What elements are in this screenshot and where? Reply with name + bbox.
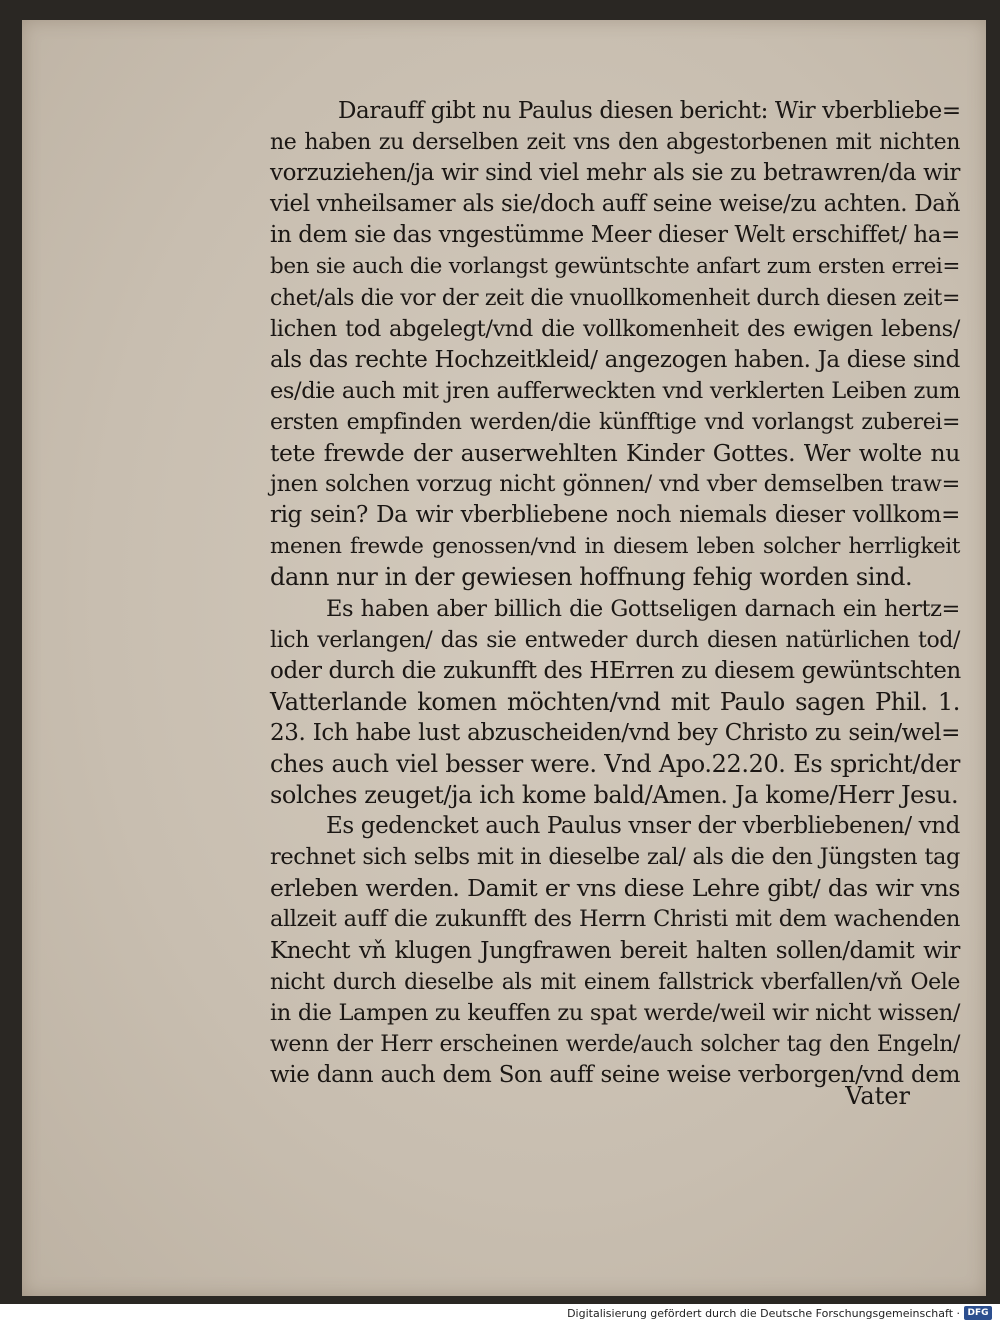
text-line: ben sie auch die vorlangst gewüntschte anfart zum ersten errei= bbox=[270, 254, 960, 280]
text-line: Es haben aber billich die Gottseligen darnach ein hertz= bbox=[326, 595, 960, 622]
text-line: in die Lampen zu keuffen zu spat werde/weil wir nicht wissen/ bbox=[270, 999, 960, 1026]
text-line: erleben werden. Damit er vns diese Lehre gibt/ das wir vns bbox=[270, 874, 960, 903]
footer-bar bbox=[0, 1304, 1000, 1323]
text-line: wie dann auch dem Son auff seine weise verborgen/vnd dem bbox=[270, 1061, 960, 1088]
text-line: Vatterlande komen möchten/vnd mit Paulo sagen Phil. 1. bbox=[270, 687, 960, 716]
text-line: dann nur in der gewiesen hoffnung fehig worden sind. bbox=[270, 563, 913, 592]
text-line: lich verlangen/ das sie entweder durch diesen natürlichen tod/ bbox=[270, 627, 960, 653]
text-line: ersten empfinden werden/die künfftige vnd vorlangst zuberei= bbox=[270, 409, 960, 435]
text-line: tete frewde der auserwehlten Kinder Gottes. Wer wolte nu bbox=[270, 439, 960, 468]
text-line: solches zeuget/ja ich kome bald/Amen. Ja kome/Herr Jesu. bbox=[270, 781, 959, 810]
text-line: vorzuziehen/ja wir sind viel mehr als sie zu betrawren/da wir bbox=[270, 160, 960, 187]
text-line: rig sein? Da wir vberbliebene noch niemals dieser vollkom= bbox=[270, 502, 960, 529]
text-line: es/die auch mit jren aufferweckten vnd verklerten Leiben zum bbox=[270, 377, 960, 404]
text-line: chet/als die vor der zeit die vnuollkomenheit durch diesen zeit= bbox=[270, 285, 960, 311]
text-line: viel vnheilsamer als sie/doch auff seine weise/zu achten. Daň bbox=[270, 191, 960, 218]
text-line: allzeit auff die zukunfft des Herrn Christi mit dem wachenden bbox=[270, 906, 960, 933]
text-line: in dem sie das vngestümme Meer dieser Welt erschiffet/ ha= bbox=[270, 222, 960, 249]
text-line: lichen tod abgelegt/vnd die vollkomenheit des ewigen lebens/ bbox=[270, 315, 960, 342]
text-block bbox=[270, 96, 960, 1091]
text-line: rechnet sich selbs mit in dieselbe zal/ als die den Jüngsten tag bbox=[270, 844, 960, 871]
text-line: Darauff gibt nu Paulus diesen bericht: Wir vberbliebe= bbox=[338, 98, 961, 124]
book-page bbox=[22, 20, 986, 1296]
text-line: Knecht vň klugen Jungfrawen bereit halten sollen/damit wir bbox=[270, 937, 960, 964]
text-line: nicht durch dieselbe als mit einem fallstrick vberfallen/vň Oele bbox=[270, 969, 960, 995]
text-line: oder durch die zukunfft des HErren zu diesem gewüntschten bbox=[270, 657, 961, 684]
text-line: 23. Ich habe lust abzuscheiden/vnd bey Christo zu sein/wel= bbox=[270, 719, 960, 746]
text-line: ne haben zu derselben zeit vns den abgestorbenen mit nichten bbox=[270, 130, 960, 156]
text-line: jnen solchen vorzug nicht gönnen/ vnd vber demselben traw= bbox=[270, 471, 960, 498]
funding-credit: Digitalisierung gefördert durch die Deutsche Forschungsgemeinschaft · bbox=[567, 1307, 960, 1320]
text-line: ches auch viel besser were. Vnd Apo.22.20. Es spricht/der bbox=[270, 749, 960, 778]
text-line: menen frewde genossen/vnd in diesem leben solcher herrligkeit bbox=[270, 534, 960, 560]
text-line: als das rechte Hochzeitkleid/ angezogen haben. Ja diese sind bbox=[270, 346, 960, 373]
text-line: Es gedencket auch Paulus vnser der vberbliebenen/ vnd bbox=[326, 813, 960, 840]
dfg-logo-icon: DFG bbox=[964, 1306, 992, 1320]
text-line: wenn der Herr erscheinen werde/auch solcher tag den Engeln/ bbox=[270, 1031, 960, 1057]
catchword: Vater bbox=[845, 1082, 910, 1110]
